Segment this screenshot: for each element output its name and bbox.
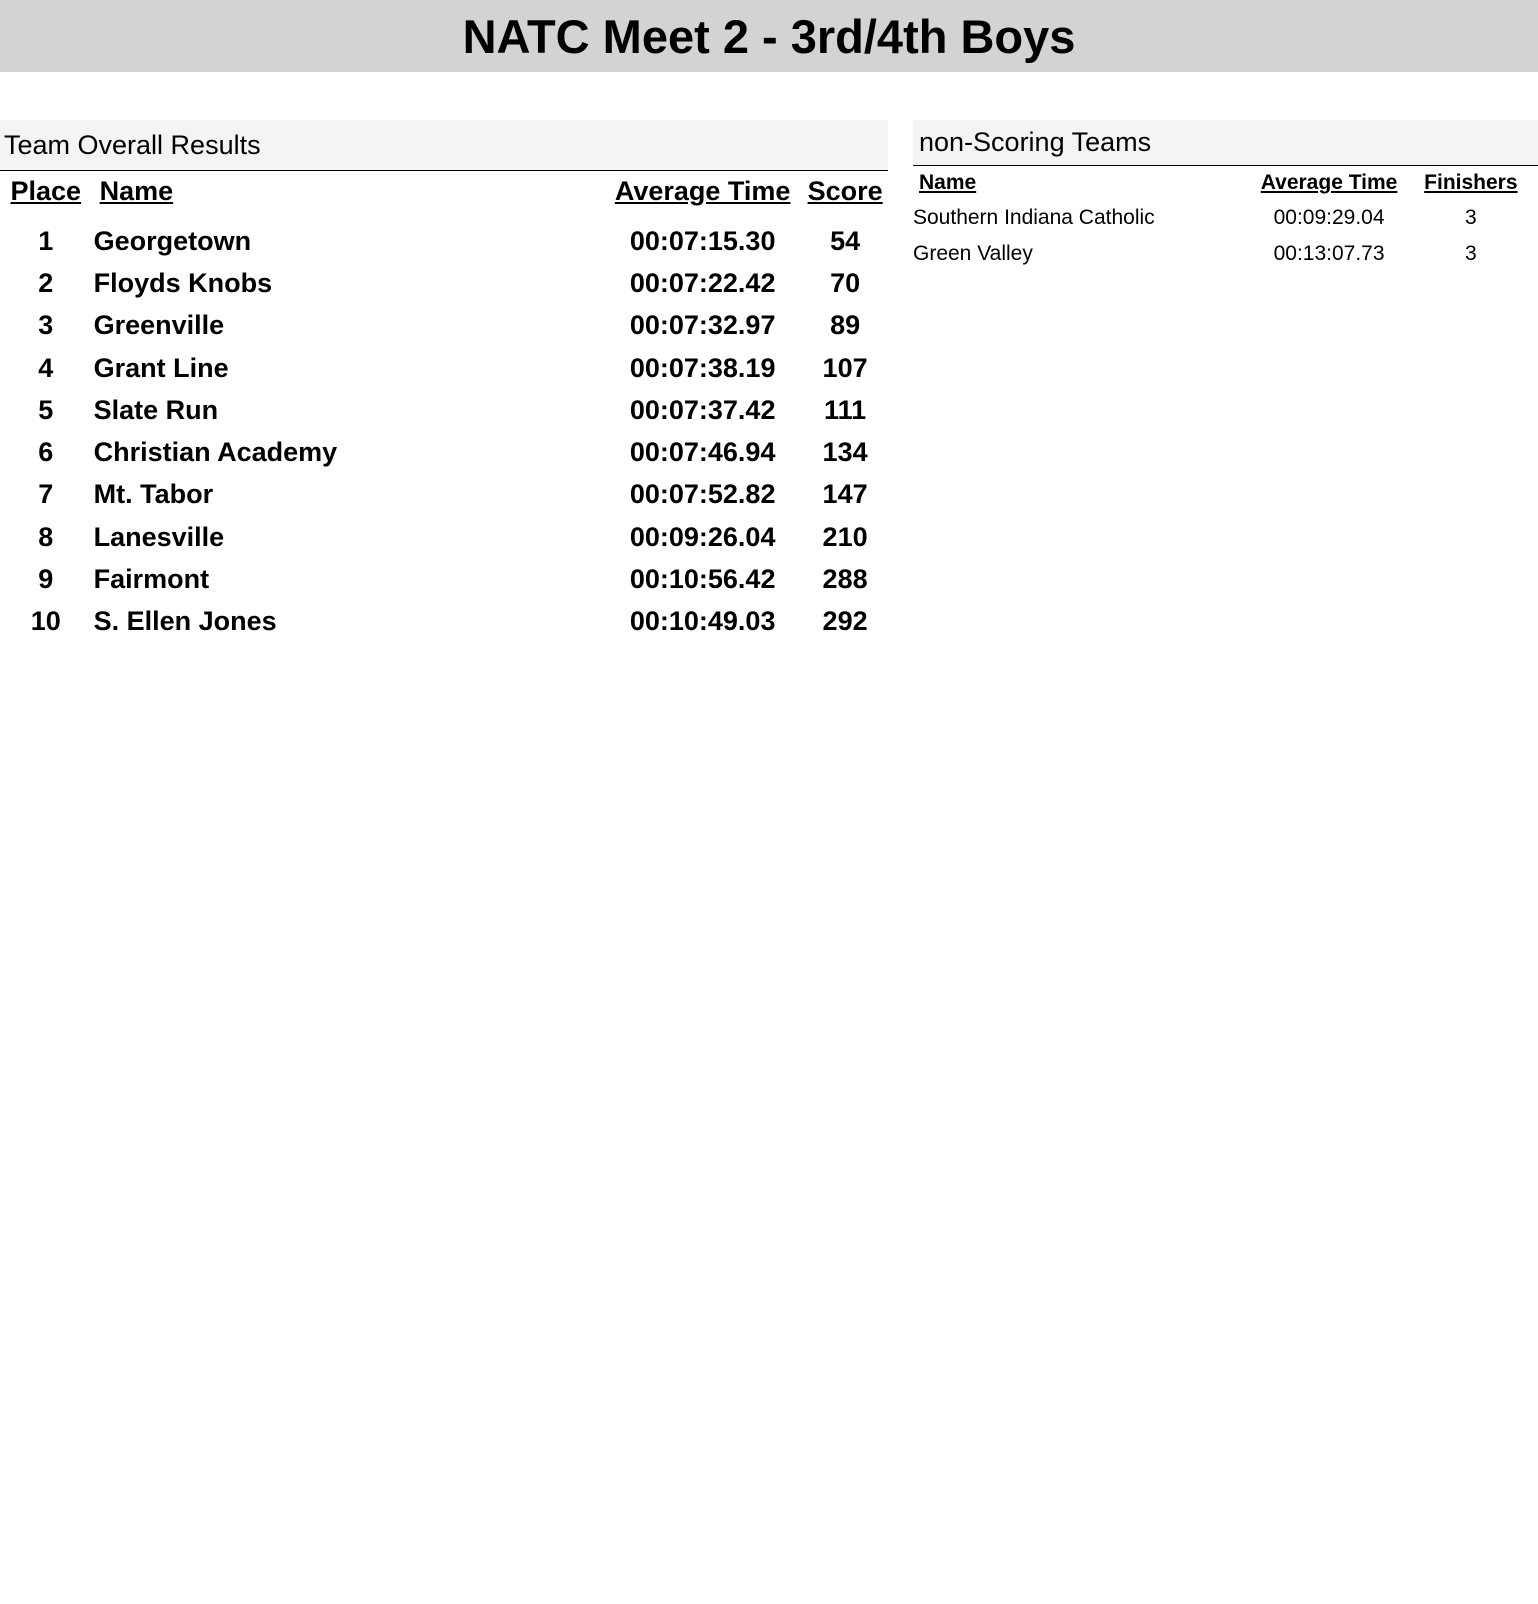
table-row (0, 601, 888, 643)
team-place: 5 (38, 394, 54, 425)
team-place: 2 (38, 267, 54, 298)
column-header-place: Place (10, 175, 82, 206)
team-results-heading: Team Overall Results (0, 120, 888, 171)
team-name: Georgetown (93, 225, 252, 256)
table-row (0, 431, 888, 473)
team-score: 54 (830, 225, 861, 256)
team-name: Green Valley (913, 242, 1033, 265)
team-finishers: 3 (1465, 242, 1477, 265)
team-results-table (0, 171, 888, 643)
team-place: 4 (38, 352, 54, 383)
team-average-time: 00:07:37.42 (629, 394, 776, 425)
team-average-time: 00:10:49.03 (629, 606, 776, 637)
non-scoring-heading: non-Scoring Teams (913, 120, 1538, 166)
non-scoring-panel (913, 120, 1538, 272)
team-score: 288 (822, 564, 868, 595)
team-results-panel (0, 120, 888, 643)
team-score: 134 (822, 437, 868, 468)
team-average-time: 00:07:32.97 (629, 310, 776, 341)
team-name: S. Ellen Jones (93, 606, 277, 637)
column-header-name: Name (919, 171, 977, 194)
team-place: 7 (38, 479, 54, 510)
table-row (0, 211, 888, 262)
team-name: Christian Academy (93, 437, 338, 468)
team-average-time: 00:09:29.04 (1273, 206, 1385, 229)
team-place: 8 (38, 521, 54, 552)
table-row (0, 474, 888, 516)
table-header-row (913, 166, 1538, 200)
column-header-finishers: Finishers (1424, 171, 1518, 194)
non-scoring-table (913, 166, 1538, 272)
table-row (0, 558, 888, 600)
team-place: 1 (38, 225, 54, 256)
team-average-time: 00:07:38.19 (629, 352, 776, 383)
column-header-average-time: Average Time (614, 175, 791, 206)
team-score: 147 (822, 479, 868, 510)
team-score: 210 (822, 521, 868, 552)
table-row (0, 516, 888, 558)
team-place: 10 (30, 606, 61, 637)
table-row (913, 200, 1538, 236)
table-row (913, 236, 1538, 272)
table-row (0, 305, 888, 347)
team-name: Grant Line (93, 352, 229, 383)
team-average-time: 00:07:15.30 (629, 225, 776, 256)
team-average-time: 00:09:26.04 (629, 521, 776, 552)
team-place: 6 (38, 437, 54, 468)
team-place: 3 (38, 310, 54, 341)
team-score: 70 (830, 267, 861, 298)
team-place: 9 (38, 564, 54, 595)
table-header-row (0, 171, 888, 211)
team-score: 111 (824, 394, 867, 425)
team-average-time: 00:13:07.73 (1273, 242, 1385, 265)
team-score: 107 (822, 352, 868, 383)
team-name: Greenville (93, 310, 225, 341)
team-name: Fairmont (93, 564, 210, 595)
team-average-time: 00:07:22.42 (629, 267, 776, 298)
team-score: 89 (830, 310, 861, 341)
column-header-score: Score (807, 175, 883, 206)
team-score: 292 (822, 606, 868, 637)
table-row (0, 347, 888, 389)
team-name: Lanesville (93, 521, 225, 552)
team-name: Mt. Tabor (93, 479, 214, 510)
column-header-average-time: Average Time (1260, 171, 1398, 194)
page-header (0, 0, 1538, 72)
team-name: Floyds Knobs (93, 267, 273, 298)
team-name: Slate Run (93, 394, 219, 425)
table-row (0, 389, 888, 431)
team-average-time: 00:10:56.42 (629, 564, 776, 595)
table-row (0, 262, 888, 304)
team-average-time: 00:07:52.82 (629, 479, 776, 510)
column-header-name: Name (99, 175, 174, 206)
team-name: Southern Indiana Catholic (913, 206, 1155, 229)
team-average-time: 00:07:46.94 (629, 437, 776, 468)
team-finishers: 3 (1465, 206, 1477, 229)
page-title: NATC Meet 2 - 3rd/4th Boys (462, 9, 1076, 63)
